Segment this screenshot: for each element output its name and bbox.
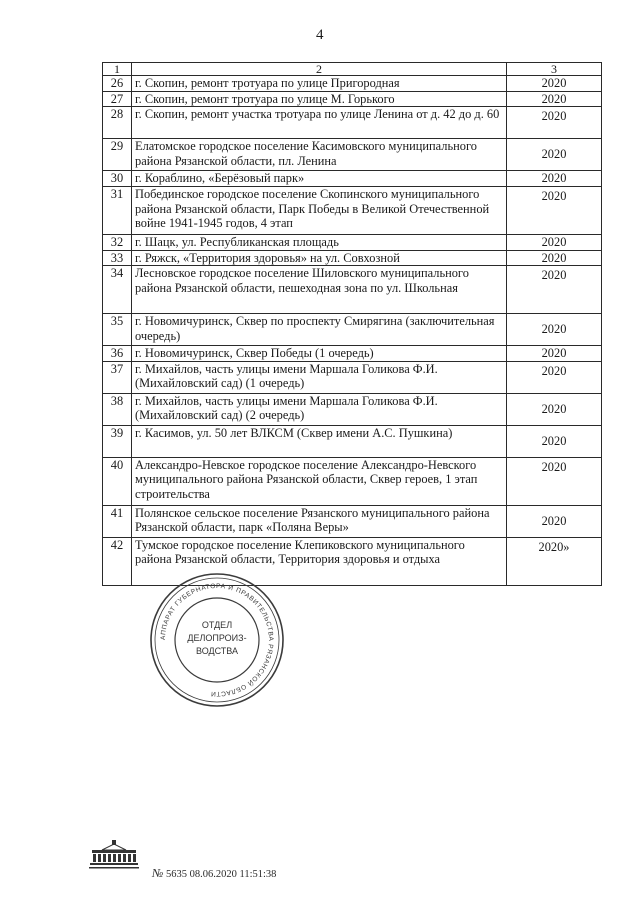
- row-number: 31: [103, 186, 132, 234]
- stamp-line-1: ОТДЕЛ: [201, 620, 233, 630]
- doc-number: 5635: [165, 869, 187, 880]
- page-number: 4: [316, 27, 324, 43]
- row-year: 2020: [507, 505, 602, 537]
- registry-emblem-icon: [88, 838, 140, 872]
- table-row: [103, 346, 602, 362]
- objects-table: [102, 62, 602, 586]
- row-number: 27: [103, 91, 132, 107]
- row-number: 30: [103, 171, 132, 187]
- stamp-line-2: ДЕЛОПРОИЗ-: [187, 633, 247, 643]
- table-row: [103, 425, 602, 457]
- table-row: [103, 139, 602, 171]
- row-year: 2020: [507, 266, 602, 314]
- row-text: г. Скопин, ремонт тротуара по улице Пригородная: [132, 76, 507, 92]
- table-row: [103, 91, 602, 107]
- row-number: 33: [103, 250, 132, 266]
- row-number: 37: [103, 361, 132, 393]
- row-year: 2020: [507, 171, 602, 187]
- doc-date: 08.06.2020: [189, 869, 237, 880]
- row-year: 2020: [507, 186, 602, 234]
- row-year: 2020»: [507, 537, 602, 585]
- table-header-row: [103, 63, 602, 76]
- row-text: г. Скопин, ремонт тротуара по улице М. Горького: [132, 91, 507, 107]
- row-number: 39: [103, 425, 132, 457]
- row-text: г. Новомичуринск, Сквер по проспекту Смирягина (заключительная очередь): [132, 314, 507, 346]
- row-year: 2020: [507, 139, 602, 171]
- row-text: г. Новомичуринск, Сквер Победы (1 очередь): [132, 346, 507, 362]
- table-row: [103, 361, 602, 393]
- table-row: [103, 186, 602, 234]
- table-row: [103, 234, 602, 250]
- row-text: Тумское городское поселение Клепиковского муниципального района Рязанской области, Территория здоровья и отдыха: [132, 537, 507, 585]
- row-number: 26: [103, 76, 132, 92]
- stamp-line-3: ВОДСТВА: [195, 646, 239, 656]
- row-number: 34: [103, 266, 132, 314]
- doc-time: 11:51:38: [239, 869, 277, 880]
- table-row: [103, 250, 602, 266]
- row-number: 36: [103, 346, 132, 362]
- row-number: 38: [103, 393, 132, 425]
- header-col-3: 3: [507, 63, 602, 76]
- table-row: [103, 505, 602, 537]
- row-year: 2020: [507, 314, 602, 346]
- row-year: 2020: [507, 457, 602, 505]
- row-number: 41: [103, 505, 132, 537]
- row-year: 2020: [507, 361, 602, 393]
- row-number: 35: [103, 314, 132, 346]
- row-text: г. Кораблино, «Берёзовый парк»: [132, 171, 507, 187]
- row-text: г. Касимов, ул. 50 лет ВЛКСМ (Сквер имени А.С. Пушкина): [132, 425, 507, 457]
- row-text: г. Михайлов, часть улицы имени Маршала Голикова Ф.И. (Михайловский сад) (2 очередь): [132, 393, 507, 425]
- row-number: 42: [103, 537, 132, 585]
- row-year: 2020: [507, 393, 602, 425]
- row-text: Александро-Невское городское поселение Александро-Невского муниципального района Рязанской области, Сквер героев, 1 этап строительства: [132, 457, 507, 505]
- table-row: [103, 76, 602, 92]
- row-number: 32: [103, 234, 132, 250]
- row-number: 40: [103, 457, 132, 505]
- number-sign: №: [152, 866, 164, 880]
- row-year: 2020: [507, 107, 602, 139]
- row-text: г. Скопин, ремонт участка тротуара по улице Ленина от д. 42 до д. 60: [132, 107, 507, 139]
- row-text: г. Шацк, ул. Республиканская площадь: [132, 234, 507, 250]
- table-row: [103, 171, 602, 187]
- row-text: г. Михайлов, часть улицы имени Маршала Голикова Ф.И. (Михайловский сад) (1 очередь): [132, 361, 507, 393]
- table-row: [103, 266, 602, 314]
- row-text: Лесновское городское поселение Шиловского муниципального района Рязанской области, пешеходная зона по ул. Школьная: [132, 266, 507, 314]
- registration-stamp-text: [152, 866, 276, 881]
- row-year: 2020: [507, 91, 602, 107]
- row-number: 29: [103, 139, 132, 171]
- row-year: 2020: [507, 346, 602, 362]
- row-text: Полянское сельское поселение Рязанского муниципального района Рязанской области, парк «Поляна Веры»: [132, 505, 507, 537]
- table-row: [103, 393, 602, 425]
- row-text: Побединское городское поселение Скопинского муниципального района Рязанской области, Парк Победы в Великой Отечественной войне 1941-1945 годов, 4 этап: [132, 186, 507, 234]
- header-col-1: 1: [103, 63, 132, 76]
- row-year: 2020: [507, 250, 602, 266]
- row-year: 2020: [507, 234, 602, 250]
- table-row: [103, 314, 602, 346]
- header-col-2: 2: [132, 63, 507, 76]
- row-year: 2020: [507, 425, 602, 457]
- stamp-ring-text: АППАРАТ ГУБЕРНАТОРА И ПРАВИТЕЛЬСТВА РЯЗАНСКОЙ ОБЛАСТИ: [159, 582, 275, 698]
- office-stamp: [147, 570, 287, 710]
- table-row: [103, 107, 602, 139]
- row-year: 2020: [507, 76, 602, 92]
- table-row: [103, 457, 602, 505]
- row-text: Елатомское городское поселение Касимовского муниципального района Рязанской области, пл. Ленина: [132, 139, 507, 171]
- row-number: 28: [103, 107, 132, 139]
- row-text: г. Ряжск, «Территория здоровья» на ул. Совхозной: [132, 250, 507, 266]
